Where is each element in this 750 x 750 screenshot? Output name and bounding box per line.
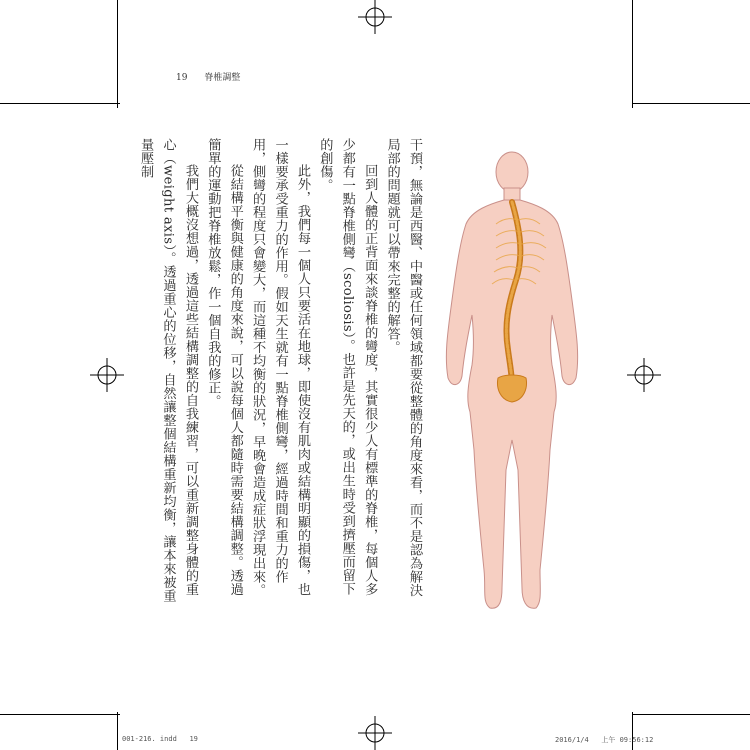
scoliosis-figure-illustration [430, 150, 590, 615]
paragraph: 從結構平衡與健康的角度來說，可以說每個人都隨時需要結構調整。透過簡單的運動把脊椎放鬆，作一個自我的修正。 [205, 138, 243, 597]
section-title: 脊椎調整 [204, 73, 241, 83]
print-slug-right [555, 735, 653, 745]
print-slug-left [122, 735, 198, 743]
crop-mark-bottom-right-h [632, 714, 750, 715]
registration-mark-right [627, 358, 661, 392]
crop-mark-bottom-left-v [117, 712, 118, 750]
crop-mark-top-left-h [0, 103, 120, 104]
registration-mark-left [90, 358, 124, 392]
registration-mark-bottom [358, 716, 392, 750]
body-text [138, 138, 425, 608]
print-time: 上午 09:56:12 [601, 736, 654, 744]
paragraph: 我們大概沒想過，透過這些結構調整的自我練習，可以重新調整身體的重心（weight axis）。透過重心的位移，自然讓整個結構重新均衡，讓本來被重量壓制 [138, 138, 198, 603]
print-date: 2016/1/4 [555, 736, 589, 744]
crop-mark-top-right-h [632, 103, 750, 104]
paragraph: 干預，無論是西醫、中醫或任何領域都要從整體的角度來看，而不是認為解決局部的問題就可以帶來完整的解答。 [384, 138, 422, 597]
crop-mark-bottom-left-h [0, 714, 120, 715]
crop-mark-top-left-v [117, 0, 118, 108]
registration-mark-top [358, 0, 392, 34]
page-number: 19 [176, 73, 188, 83]
file-name: 001-216. indd [122, 735, 177, 743]
paragraph: 回到人體的正背面來談脊椎的彎度，其實很少人有標準的脊椎，每個人多少都有一點脊椎側彎（scoliosis）。也許是先天的，或出生時受到擠壓而留下的創傷。 [317, 138, 378, 597]
file-page: 19 [189, 735, 198, 743]
running-header [176, 70, 240, 83]
paragraph: 此外，我們每一個人只要活在地球，即使沒有肌肉或結構明顯的損傷，也一樣要承受重力的作用。假如天生就有一點脊椎側彎，經過時間和重力的作用，側彎的程度只會變大，而這種不均衡的狀況，早晚會造成症狀浮現出來。 [250, 138, 310, 597]
crop-mark-top-right-v [632, 0, 633, 108]
